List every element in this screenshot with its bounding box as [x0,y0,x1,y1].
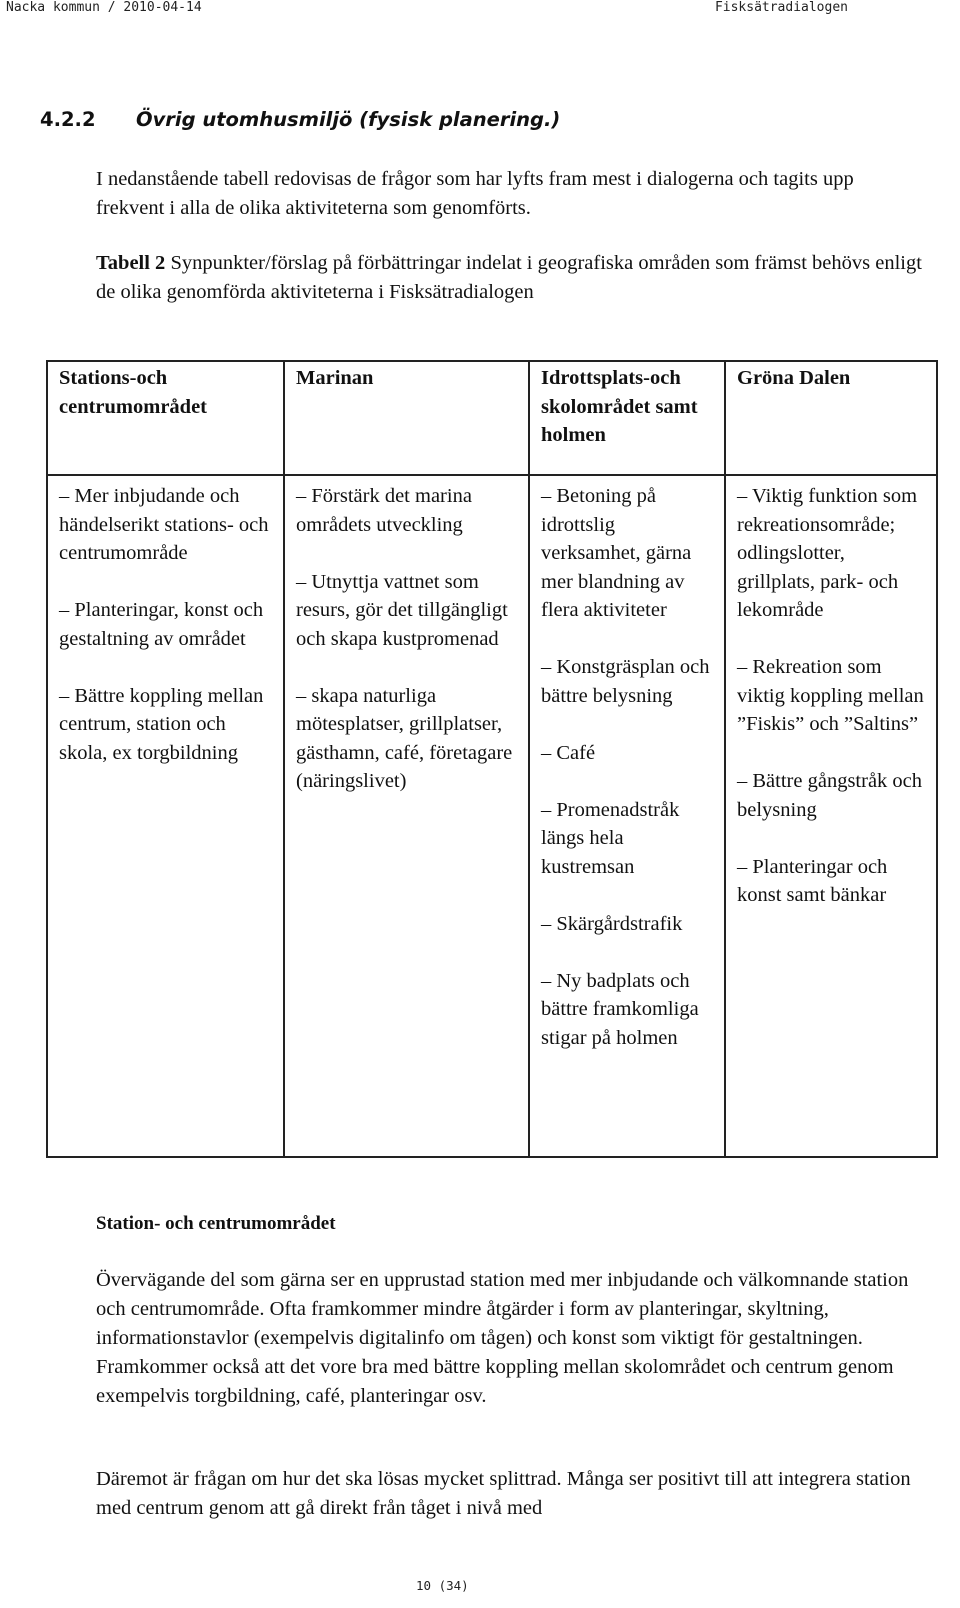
list-item: – Planteringar, konst och gestaltning av området [59,599,264,650]
table-cell-idrott [529,475,725,1157]
table-cell-marinan [284,475,529,1157]
header-org-date: Nacka kommun / 2010-04-14 [6,0,202,15]
list-item: – Bättre koppling mellan centrum, station och skola, ex torgbildning [59,684,264,764]
list-item: – Café [541,741,596,764]
table-body-row [47,475,937,1157]
table-header-cell: Stations-och centrumområdet [47,361,284,475]
table-cell-grona-dalen [725,475,937,1157]
table-header-cell: Idrottsplats-och skolområdet samt holmen [529,361,725,475]
table-header-cell: Gröna Dalen [725,361,937,475]
header-doc-title: Fisksätradialogen [714,0,848,15]
list-item: – Betoning på idrottslig verksamhet, gärna mer blandning av flera aktiviteter [541,485,692,621]
body-paragraph: Övervägande del som gärna ser en upprustad station med mer inbjudande och välkomnande station och centrumområde. Ofta framkommer mindre åtgärder i form av planteringar, skyltning, informationstavlor (exempelvis digitalinfo om tågen) och konst som viktigt för gestaltningen. Framkommer också att det vore bra med bättre koppling mellan skolområdet och centrum genom exempelvis torgbildning, café, planteringar osv. [96,1269,909,1407]
body-paragraph: Däremot är frågan om hur det ska lösas mycket splittrad. Många ser positivt till att integrera station med centrum genom att gå direkt från tåget i nivå med [96,1468,911,1519]
table-caption-text: Synpunkter/förslag på förbättringar indelat i geografiska områden som främst behövs enligt de olika genomförda aktiviteterna i Fisksätradialogen [96,252,922,303]
list-item: – Skärgårdstrafik [541,912,683,935]
table-caption [96,249,926,307]
table-caption-label: Tabell 2 [96,252,166,274]
list-item: – Förstärk det marina områdets utveckling [296,485,472,536]
list-item: – Planteringar och konst samt bänkar [737,855,888,906]
areas-table [46,360,938,1158]
list-item: – Rekreation som viktig koppling mellan ”Fiskis” och ”Saltins” [737,656,924,735]
intro-paragraph: I nedanstående tabell redovisas de frågor som har lyfts fram mest i dialogerna och tagits upp frekvent i alla de olika aktiviteterna som genomförts. [96,168,854,219]
list-item: – Bättre gångstråk och belysning [737,770,923,821]
section-number: 4.2.2 [40,108,96,131]
list-item: – Ny badplats och bättre framkomliga stigar på holmen [541,969,699,1049]
section-heading [40,108,560,131]
list-item: – Utnyttja vattnet som resurs, gör det tillgängligt och skapa kustpromenad [296,570,508,650]
list-item: – Promenadstråk längs hela kustremsan [541,798,680,878]
list-item: – Mer inbjudande och händelserikt stations- och centrumområde [59,485,269,564]
table-header-cell: Marinan [284,361,529,475]
subsection-heading: Station- och centrumområdet [96,1213,336,1234]
table-header-row [47,361,937,475]
table-cell-station [47,475,284,1157]
list-item: – Konstgräsplan och bättre belysning [541,656,710,707]
page-number: 10 (34) [416,1578,469,1593]
list-item: – skapa naturliga mötesplatser, grillplatser, gästhamn, café, företagare (näringslivet) [296,684,513,792]
section-title: Övrig utomhusmiljö (fysisk planering.) [136,108,561,131]
list-item: – Viktig funktion som rekreationsområde; odlingslotter, grillplats, park- och lekområde [737,485,918,621]
